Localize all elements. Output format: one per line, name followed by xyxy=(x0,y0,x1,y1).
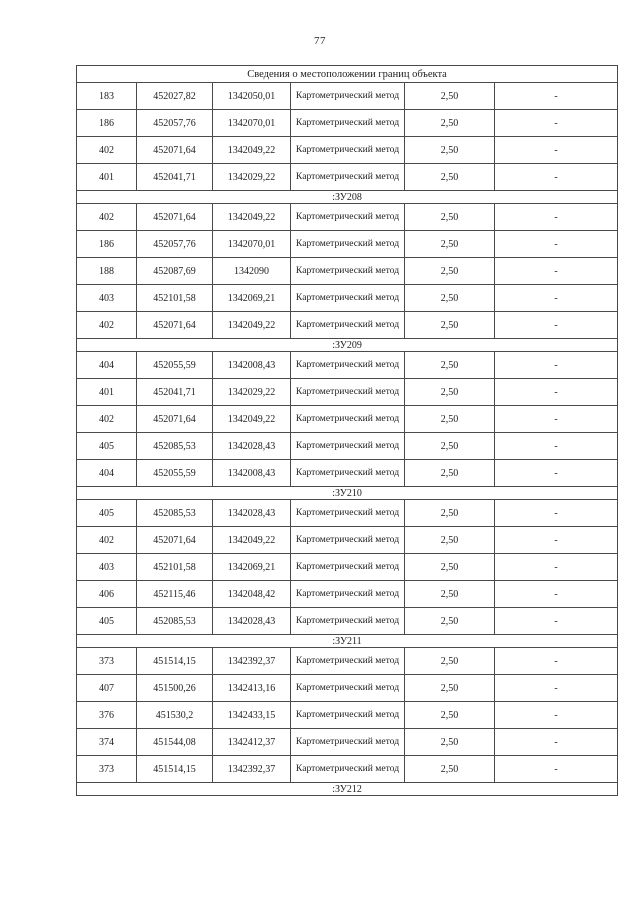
x-coordinate-cell: 452041,71 xyxy=(137,379,213,406)
accuracy-cell: 2,50 xyxy=(405,110,495,137)
note-cell: - xyxy=(495,137,618,164)
y-coordinate-cell: 1342048,42 xyxy=(213,581,291,608)
table-row xyxy=(77,312,618,339)
method-cell: Картометрический метод xyxy=(291,379,405,406)
table-row xyxy=(77,231,618,258)
note-cell: - xyxy=(495,312,618,339)
note-cell: - xyxy=(495,554,618,581)
point-number-cell: 401 xyxy=(77,379,137,406)
note-cell: - xyxy=(495,352,618,379)
note-cell: - xyxy=(495,204,618,231)
x-coordinate-cell: 452085,53 xyxy=(137,500,213,527)
x-coordinate-cell: 452071,64 xyxy=(137,312,213,339)
x-coordinate-cell: 452085,53 xyxy=(137,433,213,460)
point-number-cell: 402 xyxy=(77,137,137,164)
point-number-cell: 374 xyxy=(77,729,137,756)
y-coordinate-cell: 1342029,22 xyxy=(213,379,291,406)
method-cell: Картометрический метод xyxy=(291,352,405,379)
point-number-cell: 183 xyxy=(77,83,137,110)
x-coordinate-cell: 451530,2 xyxy=(137,702,213,729)
table-row xyxy=(77,608,618,635)
parcel-group-row xyxy=(77,191,618,204)
method-cell: Картометрический метод xyxy=(291,500,405,527)
boundary-coordinates-table xyxy=(76,65,618,796)
note-cell: - xyxy=(495,581,618,608)
x-coordinate-cell: 452055,59 xyxy=(137,352,213,379)
method-cell: Картометрический метод xyxy=(291,204,405,231)
accuracy-cell: 2,50 xyxy=(405,581,495,608)
method-cell: Картометрический метод xyxy=(291,258,405,285)
y-coordinate-cell: 1342029,22 xyxy=(213,164,291,191)
point-number-cell: 405 xyxy=(77,608,137,635)
method-cell: Картометрический метод xyxy=(291,231,405,258)
table-row xyxy=(77,729,618,756)
method-cell: Картометрический метод xyxy=(291,460,405,487)
y-coordinate-cell: 1342070,01 xyxy=(213,231,291,258)
y-coordinate-cell: 1342049,22 xyxy=(213,204,291,231)
y-coordinate-cell: 1342049,22 xyxy=(213,312,291,339)
method-cell: Картометрический метод xyxy=(291,608,405,635)
method-cell: Картометрический метод xyxy=(291,406,405,433)
y-coordinate-cell: 1342049,22 xyxy=(213,137,291,164)
accuracy-cell: 2,50 xyxy=(405,756,495,783)
note-cell: - xyxy=(495,164,618,191)
point-number-cell: 403 xyxy=(77,285,137,312)
method-cell: Картометрический метод xyxy=(291,729,405,756)
accuracy-cell: 2,50 xyxy=(405,231,495,258)
x-coordinate-cell: 451514,15 xyxy=(137,756,213,783)
point-number-cell: 405 xyxy=(77,433,137,460)
x-coordinate-cell: 451514,15 xyxy=(137,648,213,675)
y-coordinate-cell: 1342392,37 xyxy=(213,756,291,783)
method-cell: Картометрический метод xyxy=(291,433,405,460)
x-coordinate-cell: 452115,46 xyxy=(137,581,213,608)
note-cell: - xyxy=(495,231,618,258)
x-coordinate-cell: 451544,08 xyxy=(137,729,213,756)
note-cell: - xyxy=(495,460,618,487)
point-number-cell: 402 xyxy=(77,312,137,339)
parcel-label: :ЗУ211 xyxy=(77,635,618,648)
accuracy-cell: 2,50 xyxy=(405,379,495,406)
accuracy-cell: 2,50 xyxy=(405,500,495,527)
accuracy-cell: 2,50 xyxy=(405,137,495,164)
accuracy-cell: 2,50 xyxy=(405,312,495,339)
x-coordinate-cell: 452087,69 xyxy=(137,258,213,285)
note-cell: - xyxy=(495,675,618,702)
x-coordinate-cell: 452085,53 xyxy=(137,608,213,635)
y-coordinate-cell: 1342433,15 xyxy=(213,702,291,729)
y-coordinate-cell: 1342069,21 xyxy=(213,285,291,312)
table-row xyxy=(77,527,618,554)
table-row xyxy=(77,406,618,433)
x-coordinate-cell: 452057,76 xyxy=(137,110,213,137)
accuracy-cell: 2,50 xyxy=(405,527,495,554)
x-coordinate-cell: 452041,71 xyxy=(137,164,213,191)
note-cell: - xyxy=(495,406,618,433)
y-coordinate-cell: 1342392,37 xyxy=(213,648,291,675)
table-row xyxy=(77,83,618,110)
method-cell: Картометрический метод xyxy=(291,756,405,783)
table-row xyxy=(77,137,618,164)
table-title: Сведения о местоположении границ объекта xyxy=(77,66,618,83)
table-row xyxy=(77,164,618,191)
y-coordinate-cell: 1342049,22 xyxy=(213,406,291,433)
point-number-cell: 402 xyxy=(77,204,137,231)
note-cell: - xyxy=(495,500,618,527)
point-number-cell: 186 xyxy=(77,231,137,258)
note-cell: - xyxy=(495,258,618,285)
parcel-group-row xyxy=(77,487,618,500)
x-coordinate-cell: 452027,82 xyxy=(137,83,213,110)
accuracy-cell: 2,50 xyxy=(405,729,495,756)
point-number-cell: 402 xyxy=(77,406,137,433)
y-coordinate-cell: 1342028,43 xyxy=(213,433,291,460)
parcel-group-row xyxy=(77,783,618,796)
table-row xyxy=(77,352,618,379)
point-number-cell: 186 xyxy=(77,110,137,137)
method-cell: Картометрический метод xyxy=(291,527,405,554)
table-row xyxy=(77,433,618,460)
point-number-cell: 373 xyxy=(77,756,137,783)
note-cell: - xyxy=(495,702,618,729)
x-coordinate-cell: 452101,58 xyxy=(137,554,213,581)
accuracy-cell: 2,50 xyxy=(405,204,495,231)
point-number-cell: 403 xyxy=(77,554,137,581)
method-cell: Картометрический метод xyxy=(291,83,405,110)
point-number-cell: 404 xyxy=(77,460,137,487)
accuracy-cell: 2,50 xyxy=(405,352,495,379)
table-row xyxy=(77,581,618,608)
method-cell: Картометрический метод xyxy=(291,581,405,608)
table-row xyxy=(77,285,618,312)
boundary-coordinates-sheet xyxy=(76,65,617,796)
note-cell: - xyxy=(495,648,618,675)
note-cell: - xyxy=(495,729,618,756)
table-row xyxy=(77,500,618,527)
note-cell: - xyxy=(495,756,618,783)
point-number-cell: 405 xyxy=(77,500,137,527)
accuracy-cell: 2,50 xyxy=(405,608,495,635)
y-coordinate-cell: 1342412,37 xyxy=(213,729,291,756)
accuracy-cell: 2,50 xyxy=(405,648,495,675)
y-coordinate-cell: 1342050,01 xyxy=(213,83,291,110)
accuracy-cell: 2,50 xyxy=(405,433,495,460)
method-cell: Картометрический метод xyxy=(291,285,405,312)
point-number-cell: 401 xyxy=(77,164,137,191)
accuracy-cell: 2,50 xyxy=(405,702,495,729)
y-coordinate-cell: 1342008,43 xyxy=(213,352,291,379)
y-coordinate-cell: 1342413,16 xyxy=(213,675,291,702)
x-coordinate-cell: 451500,26 xyxy=(137,675,213,702)
note-cell: - xyxy=(495,285,618,312)
method-cell: Картометрический метод xyxy=(291,702,405,729)
method-cell: Картометрический метод xyxy=(291,648,405,675)
page-number: 77 xyxy=(314,35,326,47)
x-coordinate-cell: 452071,64 xyxy=(137,406,213,433)
x-coordinate-cell: 452101,58 xyxy=(137,285,213,312)
accuracy-cell: 2,50 xyxy=(405,675,495,702)
x-coordinate-cell: 452071,64 xyxy=(137,137,213,164)
point-number-cell: 373 xyxy=(77,648,137,675)
table-row xyxy=(77,756,618,783)
y-coordinate-cell: 1342028,43 xyxy=(213,500,291,527)
parcel-label: :ЗУ209 xyxy=(77,339,618,352)
accuracy-cell: 2,50 xyxy=(405,164,495,191)
accuracy-cell: 2,50 xyxy=(405,285,495,312)
accuracy-cell: 2,50 xyxy=(405,406,495,433)
table-row xyxy=(77,379,618,406)
table-row xyxy=(77,204,618,231)
method-cell: Картометрический метод xyxy=(291,554,405,581)
parcel-group-row xyxy=(77,635,618,648)
note-cell: - xyxy=(495,527,618,554)
point-number-cell: 188 xyxy=(77,258,137,285)
note-cell: - xyxy=(495,379,618,406)
table-row xyxy=(77,702,618,729)
method-cell: Картометрический метод xyxy=(291,312,405,339)
y-coordinate-cell: 1342049,22 xyxy=(213,527,291,554)
note-cell: - xyxy=(495,83,618,110)
parcel-group-row xyxy=(77,339,618,352)
y-coordinate-cell: 1342028,43 xyxy=(213,608,291,635)
method-cell: Картометрический метод xyxy=(291,137,405,164)
note-cell: - xyxy=(495,608,618,635)
point-number-cell: 407 xyxy=(77,675,137,702)
parcel-label: :ЗУ212 xyxy=(77,783,618,796)
accuracy-cell: 2,50 xyxy=(405,258,495,285)
table-title-row xyxy=(77,66,618,83)
note-cell: - xyxy=(495,433,618,460)
method-cell: Картометрический метод xyxy=(291,675,405,702)
point-number-cell: 402 xyxy=(77,527,137,554)
point-number-cell: 404 xyxy=(77,352,137,379)
table-row xyxy=(77,554,618,581)
accuracy-cell: 2,50 xyxy=(405,83,495,110)
x-coordinate-cell: 452057,76 xyxy=(137,231,213,258)
table-row xyxy=(77,258,618,285)
x-coordinate-cell: 452071,64 xyxy=(137,527,213,554)
table-body xyxy=(77,66,618,796)
x-coordinate-cell: 452071,64 xyxy=(137,204,213,231)
y-coordinate-cell: 1342008,43 xyxy=(213,460,291,487)
y-coordinate-cell: 1342070,01 xyxy=(213,110,291,137)
accuracy-cell: 2,50 xyxy=(405,554,495,581)
point-number-cell: 376 xyxy=(77,702,137,729)
point-number-cell: 406 xyxy=(77,581,137,608)
table-row xyxy=(77,460,618,487)
note-cell: - xyxy=(495,110,618,137)
table-row xyxy=(77,648,618,675)
parcel-label: :ЗУ210 xyxy=(77,487,618,500)
method-cell: Картометрический метод xyxy=(291,164,405,191)
x-coordinate-cell: 452055,59 xyxy=(137,460,213,487)
y-coordinate-cell: 1342069,21 xyxy=(213,554,291,581)
table-row xyxy=(77,675,618,702)
accuracy-cell: 2,50 xyxy=(405,460,495,487)
method-cell: Картометрический метод xyxy=(291,110,405,137)
y-coordinate-cell: 1342090 xyxy=(213,258,291,285)
parcel-label: :ЗУ208 xyxy=(77,191,618,204)
table-row xyxy=(77,110,618,137)
